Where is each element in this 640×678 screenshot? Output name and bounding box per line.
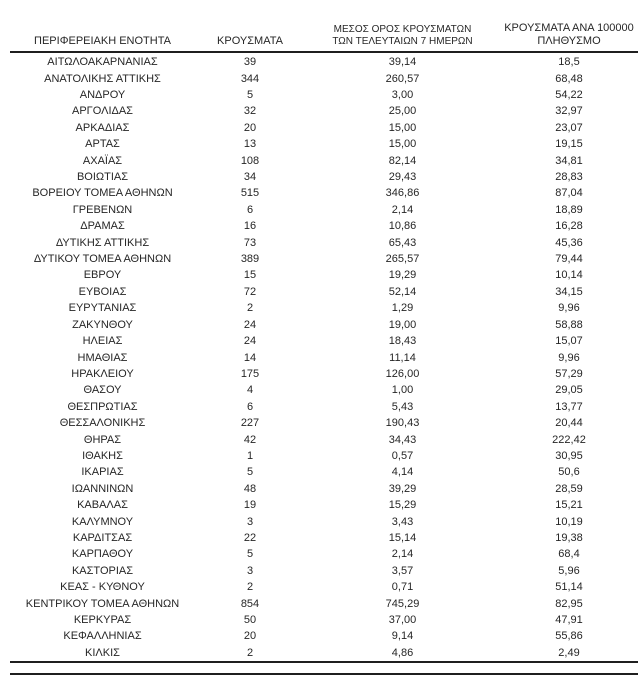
cell-cases-per-100000: 15,21 bbox=[555, 499, 583, 512]
cell-regional-unit: ΑΝΔΡΟΥ bbox=[79, 89, 126, 102]
table-row bbox=[10, 300, 638, 316]
cell-cases-per-100000: 50,6 bbox=[558, 466, 580, 479]
cell-avg-7-days: 52,14 bbox=[388, 285, 417, 298]
cell-cases: 5 bbox=[246, 466, 254, 479]
table-row bbox=[10, 497, 638, 513]
cell-regional-unit: ΚΑΒΑΛΑΣ bbox=[77, 499, 128, 512]
cell-avg-7-days: 39,14 bbox=[388, 56, 417, 69]
cell-regional-unit: ΚΑΡΔΙΤΣΑΣ bbox=[72, 531, 133, 544]
cell-cases: 73 bbox=[243, 236, 257, 249]
cell-cases-per-100000: 28,83 bbox=[555, 171, 583, 184]
cell-cases: 42 bbox=[243, 433, 257, 446]
cell-regional-unit: ΑΝΑΤΟΛΙΚΗΣ ΑΤΤΙΚΗΣ bbox=[44, 72, 161, 85]
cell-avg-7-days: 4,86 bbox=[391, 646, 414, 659]
cell-cases: 344 bbox=[240, 72, 260, 85]
cell-cases-per-100000: 87,04 bbox=[555, 187, 583, 200]
cell-cases-per-100000: 54,22 bbox=[555, 89, 583, 102]
cell-avg-7-days: 34,43 bbox=[388, 433, 417, 446]
cell-regional-unit: ΑΡΓΟΛΙΔΑΣ bbox=[72, 105, 133, 118]
cell-cases-per-100000: 10,14 bbox=[555, 269, 583, 282]
cell-cases-per-100000: 23,07 bbox=[555, 121, 583, 134]
table-row bbox=[10, 530, 638, 546]
cell-cases: 14 bbox=[243, 351, 257, 364]
cell-cases: 20 bbox=[243, 121, 257, 134]
cell-avg-7-days: 126,00 bbox=[385, 367, 420, 380]
cell-cases-per-100000: 45,36 bbox=[555, 236, 583, 249]
table-row bbox=[10, 612, 638, 628]
cell-avg-7-days: 29,43 bbox=[388, 171, 417, 184]
cell-cases-per-100000: 34,15 bbox=[555, 285, 583, 298]
cell-regional-unit: ΚΑΛΥΜΝΟΥ bbox=[71, 515, 134, 528]
table-row bbox=[10, 267, 638, 283]
cell-regional-unit: ΑΡΤΑΣ bbox=[85, 138, 120, 151]
cell-cases-per-100000: 15,07 bbox=[555, 335, 583, 348]
cell-cases: 22 bbox=[243, 531, 257, 544]
cell-regional-unit: ΔΡΑΜΑΣ bbox=[80, 220, 125, 233]
cell-cases: 20 bbox=[243, 630, 257, 643]
cell-cases-per-100000: 34,81 bbox=[555, 154, 583, 167]
cell-cases-per-100000: 68,48 bbox=[555, 72, 583, 85]
cell-regional-unit: ΕΥΡΥΤΑΝΙΑΣ bbox=[68, 302, 137, 315]
cell-avg-7-days: 15,00 bbox=[388, 138, 417, 151]
cell-regional-unit: ΘΕΣΣΑΛΟΝΙΚΗΣ bbox=[59, 417, 146, 430]
table-row bbox=[10, 185, 638, 201]
cell-cases-per-100000: 29,05 bbox=[555, 384, 583, 397]
column-header-avg-7-days bbox=[305, 24, 500, 51]
cell-avg-7-days: 1,29 bbox=[391, 302, 414, 315]
cell-regional-unit: ΘΕΣΠΡΩΤΙΑΣ bbox=[67, 400, 138, 413]
cell-cases: 24 bbox=[243, 318, 257, 331]
cell-cases: 13 bbox=[243, 138, 257, 151]
cell-regional-unit: ΘΑΣΟΥ bbox=[83, 384, 122, 397]
table-row bbox=[10, 481, 638, 497]
cell-cases: 3 bbox=[246, 564, 254, 577]
column-header-avg-7-days-line2: ΤΩΝ ΤΕΛΕΥΤΑΙΩΝ 7 ΗΜΕΡΩΝ bbox=[332, 36, 473, 47]
cell-regional-unit: ΚΕΑΣ - ΚΥΘΝΟΥ bbox=[60, 581, 145, 594]
table-row bbox=[10, 415, 638, 431]
cell-cases: 16 bbox=[243, 220, 257, 233]
cell-cases-per-100000: 20,44 bbox=[555, 417, 583, 430]
cell-regional-unit: ΑΡΚΑΔΙΑΣ bbox=[75, 121, 130, 134]
table-row bbox=[10, 317, 638, 333]
cell-avg-7-days: 65,43 bbox=[388, 236, 417, 249]
column-header-cases-per-100000-line2: ΠΛΗΘΥΣΜΟ bbox=[537, 35, 601, 47]
cell-cases-per-100000: 13,77 bbox=[555, 400, 583, 413]
cell-cases-per-100000: 9,96 bbox=[558, 302, 580, 315]
cell-regional-unit: ΔΥΤΙΚΗΣ ΑΤΤΙΚΗΣ bbox=[55, 236, 150, 249]
cell-cases: 108 bbox=[240, 154, 260, 167]
cell-regional-unit: ΓΡΕΒΕΝΩΝ bbox=[72, 203, 133, 216]
cell-cases: 34 bbox=[243, 171, 257, 184]
table-row bbox=[10, 333, 638, 349]
table-row bbox=[10, 202, 638, 218]
cell-avg-7-days: 5,43 bbox=[391, 400, 414, 413]
cell-cases-per-100000: 28,59 bbox=[555, 482, 583, 495]
cell-cases: 1 bbox=[246, 449, 254, 462]
table-row bbox=[10, 645, 638, 661]
cell-regional-unit: ΚΕΦΑΛΛΗΝΙΑΣ bbox=[63, 630, 142, 643]
column-header-cases-per-100000 bbox=[500, 22, 638, 51]
cell-avg-7-days: 3,43 bbox=[391, 515, 414, 528]
cell-avg-7-days: 15,29 bbox=[388, 499, 417, 512]
cell-cases-per-100000: 47,91 bbox=[555, 614, 583, 627]
cell-avg-7-days: 260,57 bbox=[385, 72, 420, 85]
cell-cases-per-100000: 57,29 bbox=[555, 367, 583, 380]
cell-cases-per-100000: 9,96 bbox=[558, 351, 580, 364]
cell-cases-per-100000: 68,4 bbox=[558, 548, 580, 561]
cell-cases: 515 bbox=[240, 187, 260, 200]
cell-regional-unit: ΗΛΕΙΑΣ bbox=[82, 335, 123, 348]
cell-cases: 72 bbox=[243, 285, 257, 298]
column-header-avg-7-days-line1: ΜΕΣΟΣ ΟΡΟΣ ΚΡΟΥΣΜΑΤΩΝ bbox=[333, 24, 472, 35]
cell-cases: 2 bbox=[246, 646, 254, 659]
table-row bbox=[10, 382, 638, 398]
cell-avg-7-days: 25,00 bbox=[388, 105, 417, 118]
table-row bbox=[10, 152, 638, 168]
cell-cases-per-100000: 16,28 bbox=[555, 220, 583, 233]
footer-rule bbox=[10, 673, 638, 675]
cell-avg-7-days: 15,00 bbox=[388, 121, 417, 134]
cell-regional-unit: ΑΙΤΩΛΟΑΚΑΡΝΑΝΙΑΣ bbox=[47, 56, 158, 69]
cell-cases: 389 bbox=[240, 253, 260, 266]
cell-avg-7-days: 82,14 bbox=[388, 154, 417, 167]
cell-cases: 39 bbox=[243, 56, 257, 69]
column-header-regional-unit: ΠΕΡΙΦΕΡΕΙΑΚΗ ΕΝΟΤΗΤΑ bbox=[34, 35, 171, 47]
cell-avg-7-days: 2,14 bbox=[391, 548, 414, 561]
cell-cases-per-100000: 55,86 bbox=[555, 630, 583, 643]
cell-cases-per-100000: 10,19 bbox=[555, 515, 583, 528]
table-row bbox=[10, 448, 638, 464]
cell-cases-per-100000: 79,44 bbox=[555, 253, 583, 266]
cell-cases: 6 bbox=[246, 400, 254, 413]
table-row bbox=[10, 399, 638, 415]
cell-regional-unit: ΖΑΚΥΝΘΟΥ bbox=[72, 318, 133, 331]
cell-cases-per-100000: 2,49 bbox=[558, 646, 580, 659]
cell-avg-7-days: 15,14 bbox=[388, 531, 417, 544]
cell-regional-unit: ΙΘΑΚΗΣ bbox=[82, 449, 123, 462]
cell-avg-7-days: 19,00 bbox=[388, 318, 417, 331]
cell-cases: 50 bbox=[243, 614, 257, 627]
table-row bbox=[10, 284, 638, 300]
cell-regional-unit: ΗΜΑΘΙΑΣ bbox=[77, 351, 128, 364]
cell-avg-7-days: 3,00 bbox=[391, 89, 414, 102]
column-header-cases-per-100000-line1: ΚΡΟΥΣΜΑΤΑ ΑΝΑ 100000 bbox=[504, 22, 634, 34]
table-row bbox=[10, 136, 638, 152]
cell-cases: 5 bbox=[246, 89, 254, 102]
cell-regional-unit: ΘΗΡΑΣ bbox=[83, 433, 122, 446]
cell-avg-7-days: 0,71 bbox=[391, 581, 414, 594]
cell-cases-per-100000: 32,97 bbox=[555, 105, 583, 118]
cell-cases: 5 bbox=[246, 548, 254, 561]
cell-avg-7-days: 37,00 bbox=[388, 614, 417, 627]
table-row bbox=[10, 218, 638, 234]
cell-cases-per-100000: 222,42 bbox=[552, 433, 586, 446]
cell-regional-unit: ΒΟΙΩΤΙΑΣ bbox=[76, 171, 129, 184]
cell-cases: 19 bbox=[243, 499, 257, 512]
cell-regional-unit: ΙΚΑΡΙΑΣ bbox=[81, 466, 124, 479]
table-header-row bbox=[10, 0, 638, 51]
table-body bbox=[10, 53, 638, 661]
cell-avg-7-days: 11,14 bbox=[389, 351, 416, 364]
table-row bbox=[10, 234, 638, 250]
cell-cases: 854 bbox=[240, 597, 260, 610]
cell-regional-unit: ΕΒΡΟΥ bbox=[83, 269, 122, 282]
cell-cases-per-100000: 19,38 bbox=[555, 531, 583, 544]
cases-table bbox=[10, 0, 638, 675]
cell-cases: 48 bbox=[243, 482, 257, 495]
table-row bbox=[10, 546, 638, 562]
cell-avg-7-days: 1,00 bbox=[391, 384, 414, 397]
table-row bbox=[10, 366, 638, 382]
cell-regional-unit: ΚΕΡΚΥΡΑΣ bbox=[73, 614, 132, 627]
cell-regional-unit: ΗΡΑΚΛΕΙΟΥ bbox=[71, 367, 134, 380]
cell-cases-per-100000: 5,96 bbox=[558, 564, 580, 577]
table-row bbox=[10, 431, 638, 447]
cell-regional-unit: ΚΑΡΠΑΘΟΥ bbox=[71, 548, 134, 561]
cell-avg-7-days: 10,86 bbox=[388, 220, 417, 233]
cell-cases: 227 bbox=[240, 417, 260, 430]
cell-cases: 175 bbox=[240, 367, 260, 380]
cell-regional-unit: ΚΙΛΚΙΣ bbox=[85, 646, 120, 659]
cell-cases: 3 bbox=[246, 515, 254, 528]
table-row bbox=[10, 579, 638, 595]
cell-cases-per-100000: 18,89 bbox=[555, 203, 583, 216]
cell-avg-7-days: 0,57 bbox=[391, 449, 414, 462]
table-row bbox=[10, 349, 638, 365]
cell-cases-per-100000: 58,88 bbox=[555, 318, 583, 331]
table-row bbox=[10, 464, 638, 480]
table-row bbox=[10, 563, 638, 579]
cell-avg-7-days: 39,29 bbox=[388, 482, 417, 495]
cell-cases-per-100000: 19,15 bbox=[555, 138, 583, 151]
table-row bbox=[10, 628, 638, 644]
cell-cases: 4 bbox=[246, 384, 254, 397]
cell-avg-7-days: 19,29 bbox=[388, 269, 417, 282]
cell-avg-7-days: 346,86 bbox=[385, 187, 420, 200]
cell-cases-per-100000: 82,95 bbox=[555, 597, 583, 610]
cell-regional-unit: ΚΕΝΤΡΙΚΟΥ ΤΟΜΕΑ ΑΘΗΝΩΝ bbox=[25, 597, 180, 610]
cell-regional-unit: ΙΩΑΝΝΙΝΩΝ bbox=[71, 482, 134, 495]
table-row bbox=[10, 70, 638, 86]
cell-cases: 15 bbox=[243, 269, 257, 282]
table-row bbox=[10, 595, 638, 611]
cell-avg-7-days: 18,43 bbox=[388, 335, 417, 348]
cell-regional-unit: ΕΥΒΟΙΑΣ bbox=[78, 285, 127, 298]
cell-cases: 32 bbox=[243, 105, 257, 118]
cell-regional-unit: ΚΑΣΤΟΡΙΑΣ bbox=[71, 564, 134, 577]
cell-cases: 2 bbox=[246, 302, 254, 315]
cell-cases-per-100000: 18,5 bbox=[558, 56, 580, 69]
cell-cases-per-100000: 30,95 bbox=[555, 449, 583, 462]
cell-avg-7-days: 265,57 bbox=[385, 253, 420, 266]
cell-cases: 6 bbox=[246, 203, 254, 216]
table-row bbox=[10, 513, 638, 529]
cell-avg-7-days: 2,14 bbox=[391, 203, 414, 216]
footer-gap bbox=[10, 663, 638, 673]
cell-avg-7-days: 9,14 bbox=[391, 630, 414, 643]
cell-cases-per-100000: 51,14 bbox=[555, 581, 583, 594]
cell-cases: 2 bbox=[246, 581, 254, 594]
table-row bbox=[10, 103, 638, 119]
table-row bbox=[10, 120, 638, 136]
cell-avg-7-days: 4,14 bbox=[391, 466, 414, 479]
cell-cases: 24 bbox=[243, 335, 257, 348]
cell-regional-unit: ΑΧΑΪΑΣ bbox=[82, 154, 123, 167]
cell-regional-unit: ΔΥΤΙΚΟΥ ΤΟΜΕΑ ΑΘΗΝΩΝ bbox=[33, 253, 172, 266]
table-row bbox=[10, 251, 638, 267]
cell-avg-7-days: 3,57 bbox=[391, 564, 414, 577]
cell-avg-7-days: 745,29 bbox=[385, 597, 420, 610]
table-row bbox=[10, 54, 638, 70]
column-header-cases: ΚΡΟΥΣΜΑΤΑ bbox=[217, 35, 283, 47]
cell-avg-7-days: 190,43 bbox=[385, 417, 420, 430]
cell-regional-unit: ΒΟΡΕΙΟΥ ΤΟΜΕΑ ΑΘΗΝΩΝ bbox=[32, 187, 173, 200]
table-row bbox=[10, 87, 638, 103]
table-row bbox=[10, 169, 638, 185]
